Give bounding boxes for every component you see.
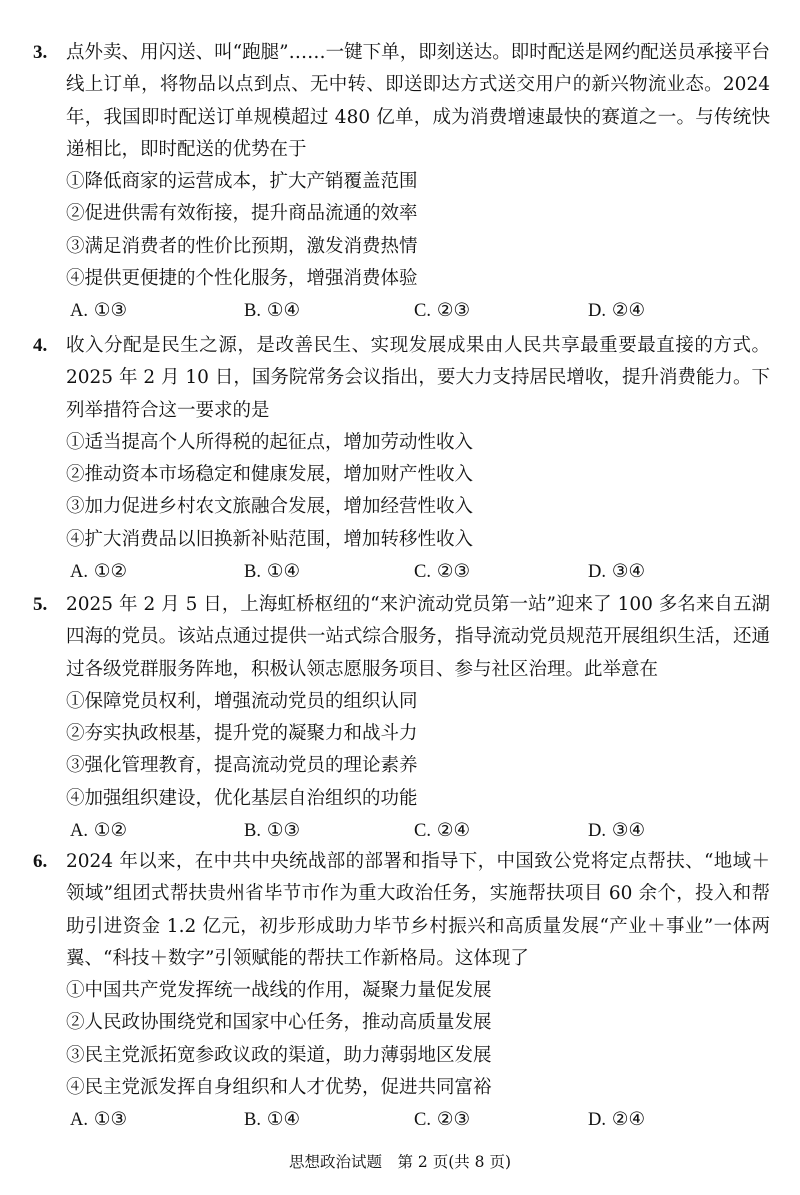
choice-value: ①② <box>93 820 128 842</box>
question-4-stem-text: 收入分配是民生之源，是改善民生、实现发展成果由人民共享最重要最直接的方式。2025 年 2 月 10 日，国务院常务会议指出，要大力支持居民增收，提升消费能力。下列举措符合这一要求的是 <box>66 335 770 421</box>
choice-letter: D. <box>588 821 606 842</box>
question-5-option-4: ④加强组织建设，优化基层自治组织的功能 <box>66 787 418 809</box>
question-5-choices <box>0 815 800 847</box>
question-4-choices <box>0 556 800 588</box>
question-6-choice-c[interactable] <box>414 1104 470 1136</box>
question-6-option-1: ①中国共产党发挥统一战线的作用，凝聚力量促发展 <box>66 980 492 1002</box>
question-3-choice-a[interactable] <box>70 295 127 327</box>
question-3-choices <box>0 295 800 327</box>
choice-value: ①④ <box>266 300 301 322</box>
choice-value: ②③ <box>436 300 471 322</box>
question-5-option-3: ③强化管理教育，提高流动党员的理论素养 <box>66 755 418 777</box>
question-6-choices <box>0 1104 800 1136</box>
question-5-choice-d[interactable] <box>588 815 645 847</box>
question-4-choice-d[interactable] <box>588 556 645 588</box>
question-6-stem <box>33 846 770 975</box>
question-4 <box>0 330 800 588</box>
question-3-stem <box>33 37 770 166</box>
question-4-choice-a[interactable] <box>70 556 127 588</box>
choice-letter: A. <box>70 562 88 583</box>
question-6-stem-text: 2024 年以来，在中共中央统战部的部署和指导下，中国致公党将定点帮扶、“地域＋领域”组团式帮扶贵州省毕节市作为重大政治任务，实施帮扶项目 60 余个，投入和帮助引进资金 1.2 亿元，初步形成助力毕节乡村振兴和高质量发展“产业＋事业”一体两翼、“科技＋数字”引领赋能的帮扶工作新格局。这体现了 <box>66 851 770 969</box>
choice-letter: B. <box>244 821 261 842</box>
choice-letter: B. <box>244 562 261 583</box>
choice-letter: C. <box>414 821 431 842</box>
question-4-choice-b[interactable] <box>244 556 300 588</box>
choice-letter: B. <box>244 1110 261 1131</box>
choice-letter: A. <box>70 301 88 322</box>
choice-value: ③④ <box>611 820 646 842</box>
question-3-choice-d[interactable] <box>588 295 645 327</box>
choice-value: ②③ <box>436 561 471 583</box>
question-4-option-2: ②推动资本市场稳定和健康发展，增加财产性收入 <box>66 464 474 486</box>
question-3-option-3: ③满足消费者的性价比预期，激发消费热情 <box>66 235 418 257</box>
question-6-choice-d[interactable] <box>588 1104 645 1136</box>
question-6-option-3: ③民主党派拓宽参政议政的渠道，助力薄弱地区发展 <box>66 1044 492 1066</box>
question-5-option-2: ②夯实执政根基，提升党的凝聚力和战斗力 <box>66 723 418 745</box>
question-5-choice-a[interactable] <box>70 815 127 847</box>
question-3-choice-b[interactable] <box>244 295 300 327</box>
choice-letter: C. <box>414 301 431 322</box>
choice-value: ①④ <box>266 561 301 583</box>
question-3-option-2: ②促进供需有效衔接，提升商品流通的效率 <box>66 203 418 225</box>
choice-letter: D. <box>588 301 606 322</box>
question-5-choice-c[interactable] <box>414 815 470 847</box>
choice-letter: D. <box>588 562 606 583</box>
question-6-number: 6. <box>33 851 48 872</box>
choice-letter: D. <box>588 1110 606 1131</box>
page-footer: 思想政治试题 第 2 页(共 8 页) <box>288 1153 512 1171</box>
choice-value: ②④ <box>611 300 646 322</box>
question-3-number: 3. <box>33 42 48 63</box>
question-6-option-4: ④民主党派发挥自身组织和人才优势，促进共同富裕 <box>66 1077 492 1099</box>
question-5-choice-b[interactable] <box>244 815 300 847</box>
question-3-option-4: ④提供更便捷的个性化服务，增强消费体验 <box>66 268 418 290</box>
question-3-stem-text: 点外卖、用闪送、叫“跑腿”……一键下单，即刻送达。即时配送是网约配送员承接平台线上订单，将物品以点到点、无中转、即送即达方式送交用户的新兴物流业态。2024 年，我国即时配送订单规模超过 480 亿单，成为消费增速最快的赛道之一。与传统快递相比，即时配送的优势在于 <box>66 42 770 160</box>
choice-value: ②④ <box>436 820 471 842</box>
question-5 <box>0 589 800 847</box>
question-6 <box>0 846 800 1137</box>
choice-letter: A. <box>70 1110 88 1131</box>
choice-value: ②④ <box>611 1109 646 1131</box>
question-5-number: 5. <box>33 594 48 615</box>
question-5-option-1: ①保障党员权利，增强流动党员的组织认同 <box>66 690 418 712</box>
question-4-number: 4. <box>33 335 48 356</box>
question-6-choice-a[interactable] <box>70 1104 127 1136</box>
choice-letter: B. <box>244 301 261 322</box>
question-6-choice-b[interactable] <box>244 1104 300 1136</box>
choice-value: ②③ <box>436 1109 471 1131</box>
question-6-option-2: ②人民政协围绕党和国家中心任务，推动高质量发展 <box>66 1012 492 1034</box>
choice-value: ①③ <box>93 1109 128 1131</box>
question-4-option-4: ④扩大消费品以旧换新补贴范围，增加转移性收入 <box>66 528 474 550</box>
question-5-stem <box>33 589 770 686</box>
question-4-option-1: ①适当提高个人所得税的起征点，增加劳动性收入 <box>66 431 474 453</box>
question-4-choice-c[interactable] <box>414 556 470 588</box>
question-3-choice-c[interactable] <box>414 295 470 327</box>
choice-value: ①④ <box>266 1109 301 1131</box>
question-5-stem-text: 2025 年 2 月 5 日，上海虹桥枢纽的“来沪流动党员第一站”迎来了 100 多名来自五湖四海的党员。该站点通过提供一站式综合服务，指导流动党员规范开展组织生活，还通过各级党群服务阵地，积极认领志愿服务项目、参与社区治理。此举意在 <box>66 594 770 680</box>
question-4-option-3: ③加力促进乡村农文旅融合发展，增加经营性收入 <box>66 496 474 518</box>
choice-letter: C. <box>414 562 431 583</box>
choice-value: ①② <box>93 561 128 583</box>
choice-letter: C. <box>414 1110 431 1131</box>
choice-value: ③④ <box>611 561 646 583</box>
choice-letter: A. <box>70 821 88 842</box>
question-4-stem <box>33 330 770 427</box>
choice-value: ①③ <box>93 300 128 322</box>
choice-value: ①③ <box>266 820 301 842</box>
question-3-option-1: ①降低商家的运营成本，扩大产销覆盖范围 <box>66 171 418 193</box>
question-3 <box>0 37 800 328</box>
